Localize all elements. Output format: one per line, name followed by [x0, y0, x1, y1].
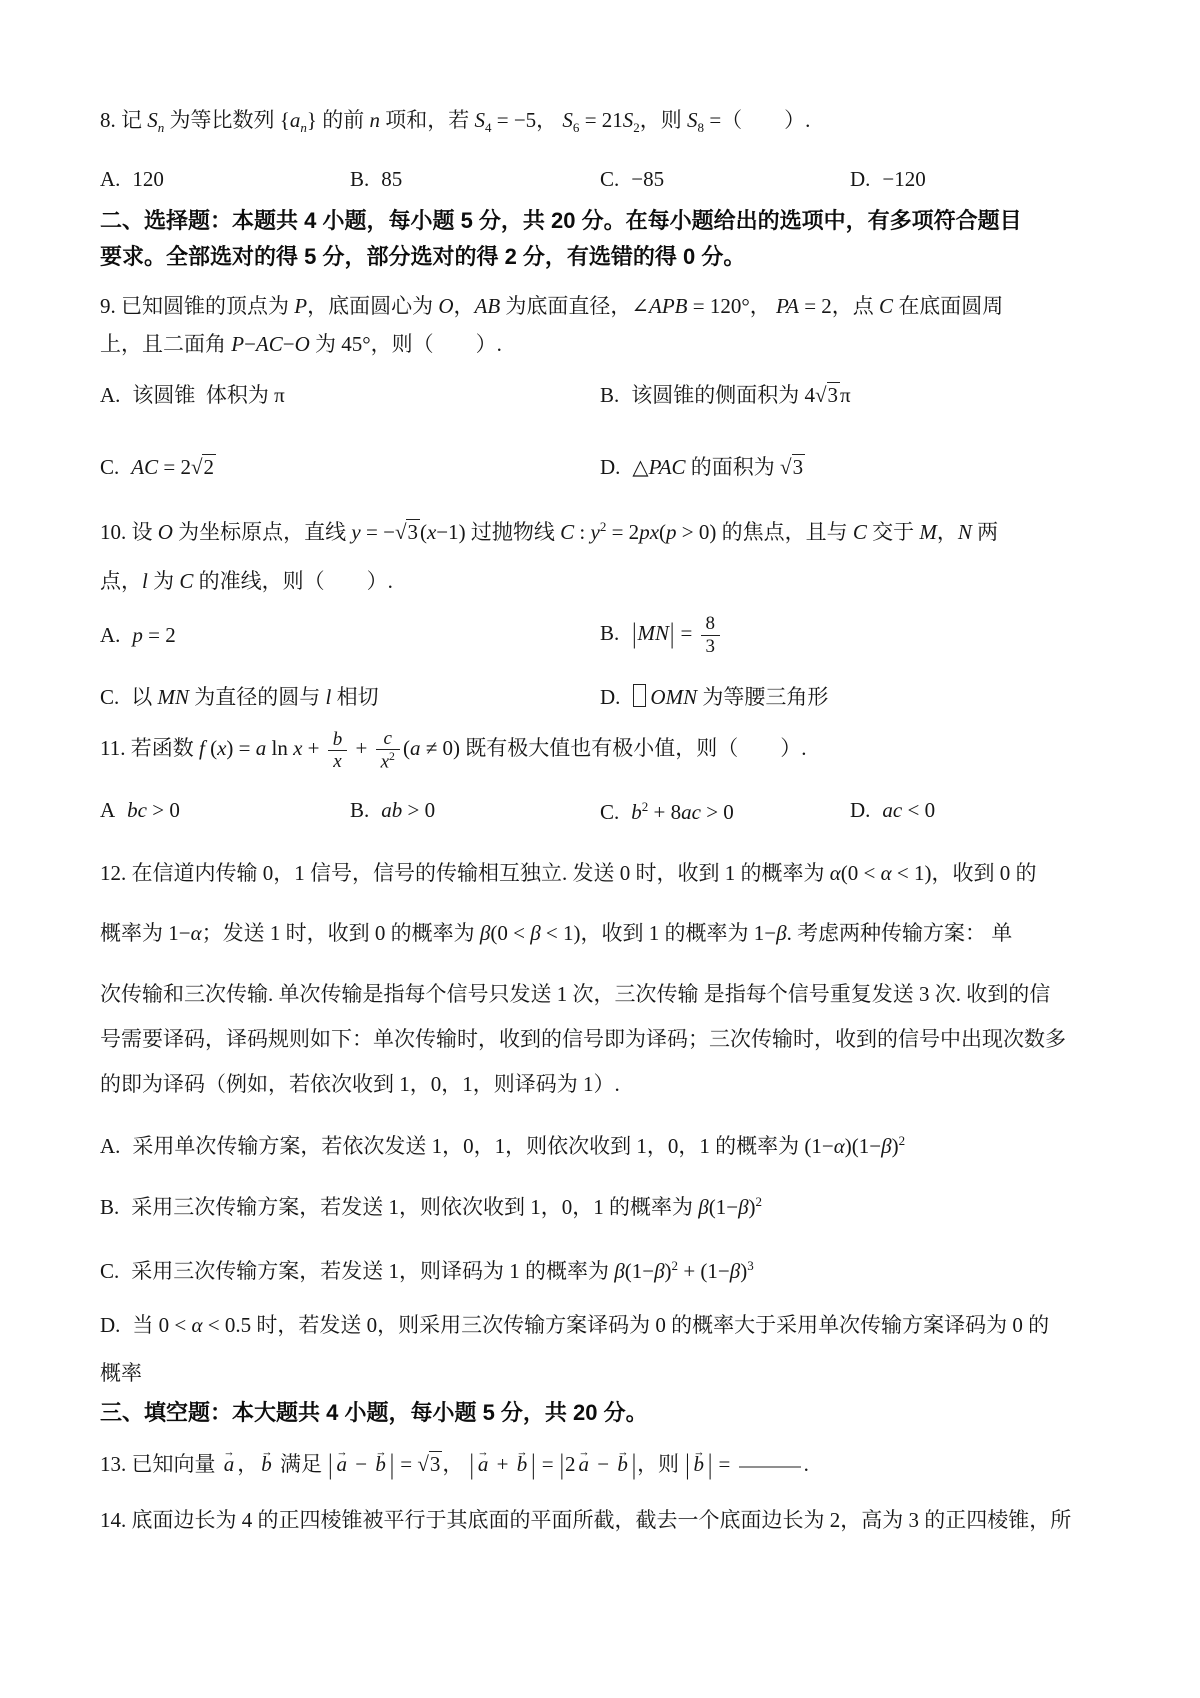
- question-13-stem: 13. 已知向量 → a ， → b 满足 | → a − → b | = √3， | → a + → b | = |2 → a − → b |，则 | → b | = .: [100, 1447, 1120, 1481]
- q10-option-a: [100, 618, 600, 652]
- question-11-stem: 11. 若函数 f (x) = a ln x + $\frac{b}{x}$ + $\frac{c}{x^2}$ (a ≠ 0) 既有极大值也有极小值，则（ ）.: [100, 728, 807, 773]
- option-label: A.: [100, 383, 121, 407]
- option-text: 120: [132, 167, 164, 191]
- option-label: C.: [100, 685, 120, 709]
- q11-option-b: [350, 793, 600, 827]
- option-text: 以 MN 为直径的圆与 l 相切: [131, 685, 379, 709]
- section-3-header: 三、填空题：本大题共 4 小题，每小题 5 分，共 20 分。: [100, 1400, 648, 1425]
- option-text: ab > 0: [381, 797, 436, 822]
- option-label: B.: [100, 1195, 120, 1219]
- question-8-options: [100, 162, 1120, 196]
- question-10-stem-line-2: 点，l 为 C 的准线，则（ ）.: [100, 569, 393, 593]
- option-label: D.: [850, 167, 871, 191]
- q12-option-a: [100, 1124, 1120, 1163]
- question-12-stem-line-4: 号需要译码，译码规则如下：单次传输时，收到的信号即为译码；三次传输时，收到的信号中出现次数多: [100, 1027, 1066, 1051]
- q10-option-b: [600, 613, 1120, 657]
- option-label: A.: [100, 167, 121, 191]
- option-label: C.: [600, 167, 620, 191]
- question-12-stem-line-3: 次传输和三次传输. 单次传输是指每个信号只发送 1 次，三次传输 是指每个信号重复发送 3 次. 收到的信: [100, 982, 1051, 1006]
- section-2-header-line-2: 要求。全部选对的得 5 分，部分选对的得 2 分，有选错的得 0 分。: [100, 244, 746, 269]
- option-label: D.: [100, 1313, 121, 1337]
- question-14-stem: 14. 底面边长为 4 的正四棱锥被平行于其底面的平面所截，截去一个底面边长为 2，高为 3 的正四棱锥，所: [100, 1508, 1072, 1532]
- option-text: 85: [381, 167, 403, 191]
- option-text: |MN| = $\frac{8}{3}$: [631, 621, 723, 645]
- q11-option-c: [600, 790, 850, 829]
- option-label: B.: [600, 620, 620, 645]
- question-12-stem-line-1: 12. 在信道内传输 0，1 信号，信号的传输相互独立. 发送 0 时，收到 1 的概率为 α(0 < α < 1)，收到 0 的: [100, 861, 1037, 885]
- option-text: AC = 2√2: [131, 455, 214, 479]
- question-9-options-ab: [100, 378, 1120, 412]
- q11-option-a: [100, 793, 350, 827]
- option-text: ac < 0: [882, 797, 936, 822]
- option-label: C.: [100, 455, 120, 479]
- q10-option-c: [100, 680, 600, 714]
- question-9-stem-line-1: 9. 已知圆锥的顶点为 P，底面圆心为 O，AB 为底面直径，∠APB = 120°， PA = 2，点 C 在底面圆周: [100, 294, 1004, 318]
- question-10-stem-line-1: 10. 设 O 为坐标原点，直线 y = −√3(x−1) 过抛物线 C : $y^2 = 2px(p > 0)$ 的焦点，且与 C 交于 M，N 两: [100, 519, 999, 544]
- question-10-options-ab: [100, 606, 1120, 664]
- q12-option-d: [100, 1308, 1120, 1342]
- section-2-header-line-1: 二、选择题：本题共 4 小题，每小题 5 分，共 20 分。在每小题给出的选项中，有多项符合题目: [100, 208, 1022, 233]
- option-text: p = 2: [132, 623, 176, 647]
- option-text: OMN 为等腰三角形: [632, 685, 828, 709]
- q11-option-d: [850, 793, 1120, 827]
- question-9-options-cd: [100, 450, 1120, 484]
- question-8-stem: 8. 记 $S_n$ 为等比数列 $\{a_n\}$ 的前 n 项和，若 $S_4 = -5$， $S_6 = 21S_2$，则 $S_8$ =（ ）.: [100, 108, 811, 136]
- option-label: D.: [850, 797, 871, 822]
- option-text: bc > 0: [127, 797, 180, 822]
- option-label: A.: [100, 1134, 121, 1158]
- question-11-options: [100, 790, 1120, 829]
- q9-option-c: [100, 450, 600, 484]
- question-12-stem-line-2: 概率为 1−α；发送 1 时，收到 0 的概率为 β(0 < β < 1)，收到 1 的概率为 1−β. 考虑两种传输方案： 单: [100, 921, 1013, 945]
- option-label: C.: [100, 1259, 120, 1283]
- option-label: A: [100, 797, 116, 822]
- q9-option-d: [600, 450, 1120, 484]
- option-text: 该圆锥的侧面积为 4√3π: [631, 383, 851, 407]
- q9-option-b: [600, 378, 1120, 412]
- option-text: 该圆锥 体积为 π: [132, 383, 285, 407]
- option-text: 当 0 < α < 0.5 时，若发送 0，则采用三次传输方案译码为 0 的概率大于采用单次传输方案译码为 0 的: [132, 1313, 1050, 1337]
- option-text: 采用三次传输方案，若发送 1，则依次收到 1，0，1 的概率为 $\beta(1-\beta)^2$: [131, 1194, 763, 1219]
- option-text: $b^2 + 8ac > 0$: [631, 799, 734, 824]
- q12-option-d-continuation: 概率: [100, 1361, 142, 1385]
- question-9-stem-line-2: 上，且二面角 P−AC−O 为 45°，则（ ）.: [100, 332, 502, 356]
- question-10-options-cd: [100, 680, 1120, 714]
- option-text: −85: [631, 167, 665, 191]
- q8-option-c: [600, 162, 850, 196]
- q8-option-a: [100, 162, 350, 196]
- q8-option-d: [850, 162, 1120, 196]
- q8-option-b: [350, 162, 600, 196]
- option-label: D.: [600, 685, 621, 709]
- option-text: 采用三次传输方案，若发送 1，则译码为 1 的概率为 $\beta(1-\beta)^2 + (1-\beta)^3$: [131, 1258, 754, 1283]
- option-label: A.: [100, 623, 121, 647]
- option-text: △PAC 的面积为 √3: [632, 455, 804, 479]
- option-label: B.: [350, 167, 370, 191]
- option-text: −120: [882, 167, 926, 191]
- option-label: C.: [600, 800, 620, 824]
- option-label: D.: [600, 455, 621, 479]
- question-12-stem-line-5: 的即为译码（例如，若依次收到 1，0，1，则译码为 1）.: [100, 1072, 620, 1096]
- option-text: 采用单次传输方案，若依次发送 1，0，1，则依次收到 1，0，1 的概率为 $(1-\alpha)(1-\beta)^2$: [132, 1133, 906, 1158]
- q12-option-c: [100, 1249, 1120, 1288]
- q10-option-d: [600, 680, 1120, 714]
- q12-option-b: [100, 1185, 1120, 1224]
- option-label: B.: [350, 797, 370, 822]
- q9-option-a: [100, 378, 600, 412]
- option-label: B.: [600, 383, 620, 407]
